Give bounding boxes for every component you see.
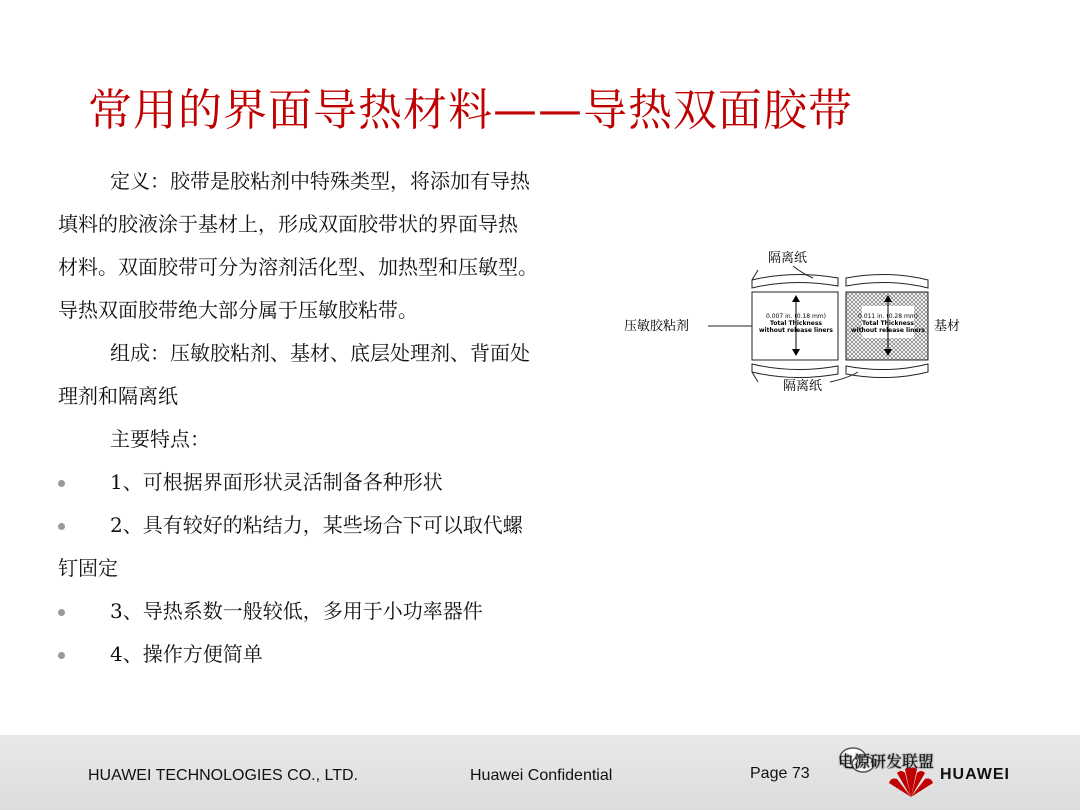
- footer-page-number: Page 73: [750, 765, 810, 782]
- left-liner-bottom: [752, 364, 838, 378]
- left-thickness-line: Total Thickness: [770, 320, 822, 327]
- definition-line: 定义：胶带是胶粘剂中特殊类型，将添加有导热: [110, 169, 530, 193]
- footer-company: HUAWEI TECHNOLOGIES CO., LTD.: [88, 767, 358, 784]
- huawei-logo-text: HUAWEI: [940, 766, 1010, 783]
- feature-item: [58, 633, 598, 676]
- feature-item: [58, 504, 598, 547]
- left-liner-top: [752, 274, 838, 288]
- bullet-icon: [58, 609, 65, 616]
- definition-line: 填料的胶液涂于基材上，形成双面胶带状的界面导热: [58, 212, 518, 236]
- definition-line: 导热双面胶带绝大部分属于压敏胶粘带。: [58, 298, 418, 322]
- tape-structure-diagram: [618, 240, 978, 400]
- label-adhesive: 压敏胶粘剂: [624, 319, 690, 334]
- right-thickness-line: without release liners: [850, 327, 926, 334]
- feature-continuation: 钉固定: [58, 556, 118, 580]
- slide-body: [58, 160, 598, 676]
- label-top-liner: 隔离纸: [768, 251, 808, 266]
- right-liner-bottom: [846, 364, 928, 378]
- left-thickness-line: 0.007 in. (0.18 mm): [765, 313, 827, 320]
- wechat-watermark: [838, 745, 935, 775]
- slide-footer: [0, 735, 1080, 810]
- feature-item: [58, 590, 598, 633]
- feature-text: 2、具有较好的粘结力，某些场合下可以取代螺: [110, 513, 523, 537]
- left-thickness-line: without release liners: [758, 327, 834, 334]
- bullet-icon: [58, 652, 65, 659]
- right-liner-top: [846, 274, 928, 288]
- label-substrate: 基材: [934, 319, 961, 334]
- right-thickness-line: Total Thickness: [862, 320, 914, 327]
- feature-text: 3、导热系数一般较低，多用于小功率器件: [110, 599, 483, 623]
- slide-title: 常用的界面导热材料——导热双面胶带: [88, 85, 853, 136]
- bullet-icon: [58, 480, 65, 487]
- feature-text: 1、可根据界面形状灵活制备各种形状: [110, 470, 443, 494]
- features-heading: 主要特点：: [110, 427, 210, 451]
- bullet-icon: [58, 523, 65, 530]
- composition-line: 组成：压敏胶粘剂、基材、底层处理剂、背面处: [110, 341, 530, 365]
- feature-item: [58, 461, 598, 504]
- label-bottom-liner: 隔离纸: [783, 379, 823, 394]
- definition-line: 材料。双面胶带可分为溶剂活化型、加热型和压敏型。: [58, 255, 538, 279]
- watermark-text: 电源研发联盟: [838, 751, 935, 771]
- composition-line: 理剂和隔离纸: [58, 384, 178, 408]
- feature-text: 4、操作方便简单: [110, 642, 263, 666]
- right-thickness-line: 0.011 in. (0.28 mm): [857, 313, 919, 320]
- footer-confidential: Huawei Confidential: [470, 767, 613, 784]
